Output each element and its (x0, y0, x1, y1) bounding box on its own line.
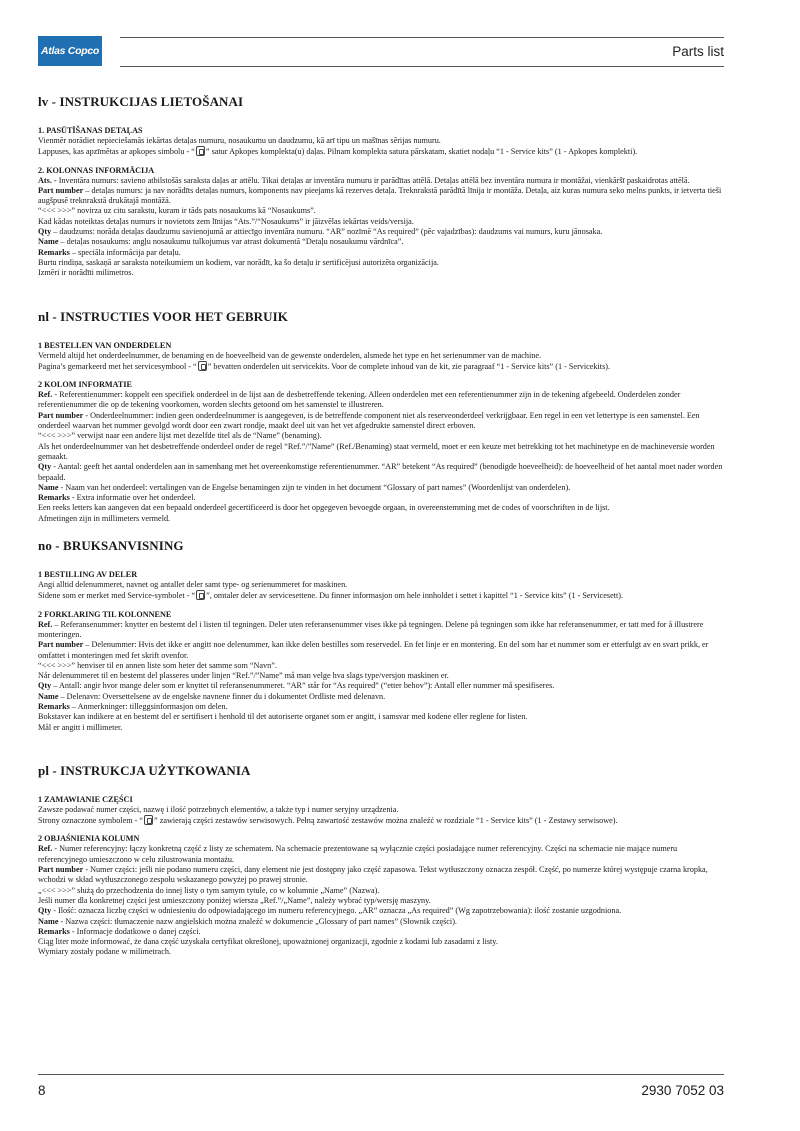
header-title: Parts list (672, 44, 724, 59)
paragraph: Izmēri ir norādīti milimetros. (38, 268, 134, 278)
subsection-title: 2 FORKLARING TIL KOLONNENE (38, 609, 172, 619)
paragraph: Burtu rindiņa, saskaņā ar saraksta noteikumiem un kodiem, var norādīt, ka šo detaļu ir sertificējusi autorizēta organizācija. (38, 257, 439, 267)
paragraph: Qty – daudzums: norāda detaļas daudzumu savienojumā ar attiecīgo inventāra numuru. “AR” nozīmē “As required” (pēc vajadzības): daudzums vai numurs, kuru jānosaka. (38, 227, 603, 237)
header-rule-bottom (120, 66, 724, 67)
paragraph: Part number – detaļas numurs: ja nav norādīts detaļas numurs, komponents nav pieejams kā rezerves detaļa. Treknrakstā parādītā līnija ir montāža. Detaļa, aiz kuras numura seko melns punkts, ir ietverta tieši augšpusē treknrakstā drukātajā montāžā. (38, 185, 722, 206)
paragraph: Qty - Ilość: oznacza liczbę części w odniesieniu do odpowiadającego im numeru referencyjnego. „AR” oznacza „As required” (Wg zapotrzebowania): ilość zostanie uzgodniona. (38, 906, 622, 916)
subsection-title: 2 OBJAŚNIENIA KOLUMN (38, 834, 140, 844)
page-number: 8 (38, 1083, 46, 1098)
paragraph: Angi alltid delenummeret, navnet og antallet deler samt type- og serienummeret for maskinen. (38, 580, 348, 590)
paragraph: Als het onderdeelnummer van het desbetreffende onderdeel onder de regel “Ref.”/”Name” (Ref./Benaming) staat vermeld, moet er een keuze met betrekking tot het machinetype en de machineversie worden gemaakt. (38, 441, 715, 461)
section-title: pl - INSTRUKCJA UŻYTKOWANIA (38, 762, 251, 778)
logo-text: Atlas Copco (41, 45, 99, 57)
paragraph: Name – Delenavn: Oversettelsene av de engelske navnene finner du i dokumentet Ordliste med delenavn. (38, 691, 386, 701)
service-kit-icon (198, 361, 207, 371)
paragraph: Part number - Onderdeelnummer: indien geen onderdeelnummer is aangegeven, is de betreffende component niet als reserveonderdeel verkrijgbaar. Een regel in een vet lettertype is een samenstel. Een onderdeel waarvan het nummer gevolgd wordt door een zwart rondje, maakt deel uit van het vet afgedrukte samenstel direct erboven. (38, 410, 700, 431)
paragraph: Ref. - Referentienummer: koppelt een specifiek onderdeel in de lijst aan de desbetreffende tekening. Alleen onderdelen met een referentienummer zijn in de tekening afgebeeld. Onderdelen zonder referentienummer die op de tekening voorkomen, worden slechts getoond om het samenstel te illustreren. (38, 390, 681, 410)
paragraph: Bokstaver kan indikere at en bestemt del er sertifisert i henhold til det autoriserte organet som er angitt, i samsvar med kodene eller reglene for listen. (38, 712, 528, 722)
subsection-title: 2. KOLONNAS INFORMĀCIJA (38, 165, 155, 175)
paragraph: Remarks – Anmerkninger: tilleggsinformasjon om delen. (38, 701, 228, 711)
paragraph: Afmetingen zijn in millimeters vermeld. (38, 513, 171, 523)
paragraph: Pagina’s gemarkeerd met het servicesymbool - “ ” bevatten onderdelen uit servicekits. Voor de complete inhoud van de kit, zie paragraaf “1 - Service kits” (1 - Servicekits). (38, 361, 611, 371)
paragraph: Zawsze podawać numer części, nazwę i ilość potrzebnych elementów, a także typ i numer seryjny urządzenia. (38, 804, 399, 814)
paragraph: Name - Nazwa części: tłumaczenie nazw angielskich można znaleźć w dokumencie „Glossary of part names” (Słownik części). (38, 916, 457, 926)
paragraph: Når delenummeret til en bestemt del plasseres under linjen “Ref.”/”Name” må man velge hva slags type/versjon maskinen er. (38, 671, 449, 681)
document-number: 2930 7052 03 (641, 1083, 724, 1098)
section-title: lv - INSTRUKCIJAS LIETOŠANAI (38, 94, 244, 109)
header-rule-top (120, 37, 724, 38)
paragraph: Remarks - Informacje dodatkowe o danej części. (38, 926, 201, 936)
paragraph: “<<< >>>” novirza uz citu sarakstu, kuram ir tāds pats nosaukums kā “Nosaukums”. (38, 206, 316, 216)
section-pl (38, 763, 724, 958)
paragraph: Mål er angitt i millimeter. (38, 722, 123, 732)
paragraph: „<<< >>>” służą do przechodzenia do innej listy o tym samym tytule, co w kolumnie „Name” (Nazwa). (38, 885, 380, 895)
section-lv (38, 94, 724, 279)
atlas-copco-logo (38, 36, 102, 66)
paragraph: Jeśli numer dla konkretnej części jest umieszczony poniżej wiersza „Ref.”/„Name”, należy wybrać typ/wersję maszyny. (38, 895, 431, 905)
paragraph: “<<< >>>” henviser til en annen liste som heter det samme som “Navn”. (38, 660, 277, 670)
paragraph: Sidene som er merket med Service-symbolet - “ ”, omtaler deler av servicesettene. Du finner informasjon om hele innholdet i settet i kapittel “1 - Service kits” (1 - Servicesett). (38, 591, 624, 601)
subsection-title: 2 KOLOM INFORMATIE (38, 380, 133, 390)
paragraph: Vienmēr norādiet nepieciešamās iekārtas detaļas numuru, nosaukumu un daudzumu, kā arī tipu un mašīnas sērijas numuru. (38, 136, 441, 145)
paragraph: Een reeks letters kan aangeven dat een bepaald onderdeel gecertificeerd is door het opgegeven bevoegde orgaan, in overeenstemming met de codes of voorschriften in de lijst. (38, 503, 610, 513)
paragraph: Remarks - Extra informatie over het onderdeel. (38, 493, 196, 503)
subsection-title: 1 BESTELLEN VAN ONDERDELEN (38, 340, 172, 350)
paragraph: “<<< >>>” verwijst naar een andere lijst met dezelfde titel als de “Name” (benaming). (38, 431, 322, 441)
section-title: no - BRUKSANVISNING (38, 538, 184, 554)
section-no (38, 538, 724, 733)
subsection-title: 1 ZAMAWIANIE CZĘŚCI (38, 794, 133, 804)
section-nl (38, 309, 724, 524)
paragraph: Ref. - Numer referencyjny: łączy konkretną część z listy ze schematem. Na schemacie prezentowane są wyłącznie części posiadające numer referencyjny. Części na schemacie nie mające numeru referencyjnego umieszczono w celu zilustrowania montażu. (38, 844, 678, 864)
paragraph: Remarks – speciāla informācija par detaļu. (38, 247, 181, 257)
paragraph: Wymiary zostały podane w milimetrach. (38, 947, 171, 957)
paragraph: Lappuses, kas apzīmētas ar apkopes simbolu - “ ” satur Apkopes komplekta(u) daļas. Pilnam komplekta satura pārskatam, skatiet nodaļu “1 - Service kits” (1 - Apkopes komplekti). (38, 147, 638, 157)
paragraph: Name - Naam van het onderdeel: vertalingen van de Engelse benamingen zijn te vinden in het document “Glossary of part names” (Woordenlijst van onderdelen). (38, 482, 571, 492)
subsection-title: 1. PASŪTĪŠANAS DETAĻAS (38, 126, 143, 135)
paragraph: Ats. - Inventāra numurs: savieno atbilstošās saraksta daļas ar attēlu. Tikai detaļas ar inventāra numuru ir parādītas attēlā. Detaļas attēlā bez inventāra numura ir montāžai, vienkāršī paskaidrotas attēlā. (38, 175, 690, 185)
page-content (38, 90, 724, 958)
paragraph: Ref. – Referansenummer: knytter en bestemt del i listen til tegningen. Deler uten referansenummer vises ikke på tegningen. Delene på tegningen som ikke har referansenummer, er tatt med for å illustrere monteringen. (38, 619, 704, 639)
paragraph: Ciąg liter może informować, że dana część uzyskała certyfikat określonej, upoważnionej organizacji, zgodnie z kodami lub zasadami z listy. (38, 937, 498, 947)
service-kit-icon (196, 146, 205, 156)
service-kit-icon (144, 815, 153, 825)
paragraph: Qty - Aantal: geeft het aantal onderdelen aan in samenhang met het overeenkomstige referentienummer. “AR” betekent “As required” (benodigde hoeveelheid): de hoeveelheid of het aantal moet nader worden bepaald. (38, 462, 723, 482)
paragraph: Kad kādas noteiktas detaļas numurs ir novietots zem līnijas “Ats.”/“Nosaukums” ir jāizvēlas iekārtas veids/versija. (38, 216, 414, 226)
paragraph: Qty – Antall: angir hvor mange deler som er knyttet til referansenummeret. “AR” står for “As required” (“etter behov”): Antall eller nummer må spesifiseres. (38, 681, 555, 691)
paragraph: Vermeld altijd het onderdeelnummer, de benaming en de hoeveelheid van de gewenste onderdelen, alsmede het type en het serienummer van de machine. (38, 350, 542, 360)
paragraph: Part number – Delenummer: Hvis det ikke er angitt noe delenummer, kan ikke delen bestilles som reservedel. En fet linje er en montering. En del som har et nummer som er etterfulgt av en svart prikk, er omfattet i monteringen med fet skrift ovenfor. (38, 640, 709, 660)
subsection-title: 1 BESTILLING AV DELER (38, 570, 138, 580)
paragraph: Strony oznaczone symbolem - “ ” zawierają części zestawów serwisowych. Pełną zawartość zestawów można znaleźć w rozdziale “1 - Service kits” (1 - Zestawy serwisowe). (38, 816, 618, 826)
footer-rule (38, 1074, 724, 1075)
paragraph: Part number - Numer części: jeśli nie podano numeru części, dany element nie jest dostępny jako część zapasowa. Tekst wytłuszczony oznacza zespół. Część, po numerze której występuje czarna kropka, wchodzi w skład wytłuszczonego zespołu wskazanego powyżej po prawej stronie. (38, 865, 708, 885)
section-title: nl - INSTRUCTIES VOOR HET GEBRUIK (38, 308, 288, 324)
service-kit-icon (196, 590, 205, 600)
paragraph: Name – detaļas nosaukums: angļu nosaukumu tulkojumus var atrast dokumentā “Detaļu nosaukumu vārdnīca”. (38, 237, 404, 247)
